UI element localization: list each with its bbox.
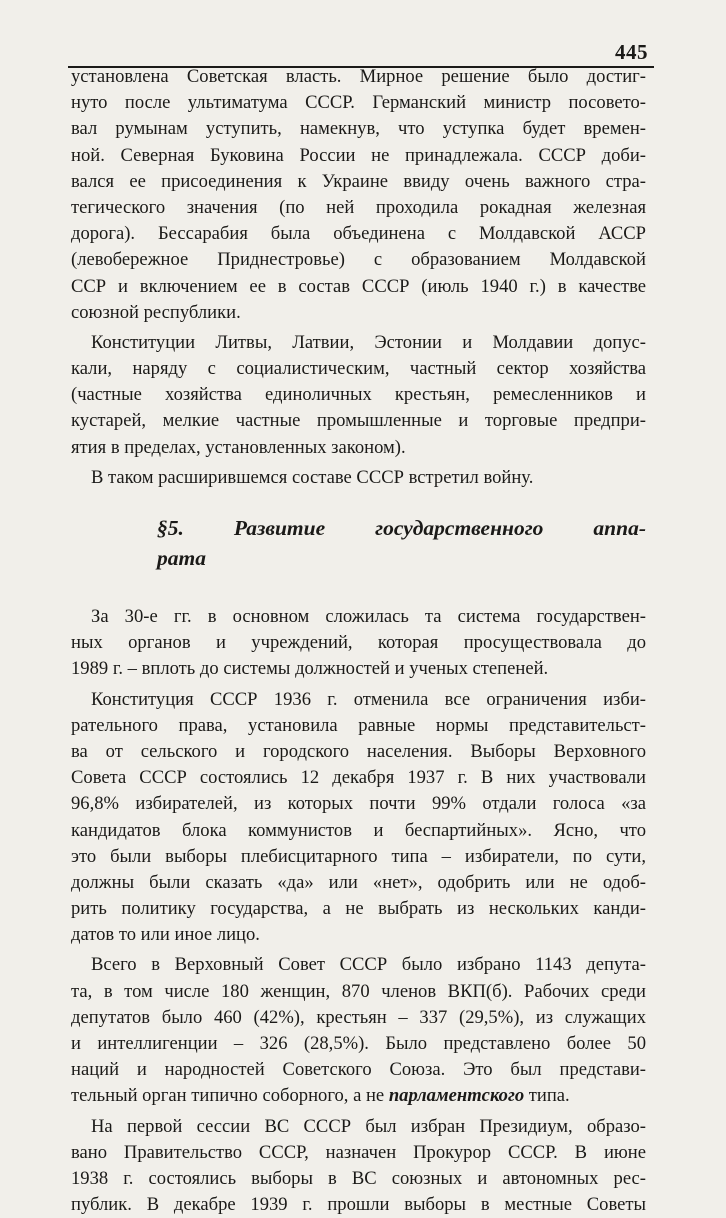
section-heading (71, 513, 646, 573)
text-line: вал румынам уступить, намекнув, что уступка будет времен- (71, 118, 646, 140)
page-number: 445 (615, 40, 648, 64)
text-segment: тельный орган типично соборного, а не (71, 1085, 389, 1107)
text-line: депутатов было 460 (42%), крестьян – 337 (29,5%), из служащих (71, 1006, 646, 1028)
text-line: рательного права, установила равные нормы представительст- (71, 714, 646, 736)
text-line: (левобережное Приднестровье) с образованием Молдавской (71, 249, 646, 271)
paragraph (71, 64, 646, 326)
text-line: наций и народностей Советского Союза. Это был представи- (71, 1059, 646, 1081)
text-line: установлена Советская власть. Мирное решение было достиг- (71, 66, 646, 87)
paragraph (71, 1114, 646, 1218)
text-line: кали, наряду с социалистическим, частный сектор хозяйства (71, 358, 646, 380)
text-line: вано Правительство СССР, назначен Прокурор СССР. В июне (71, 1141, 646, 1163)
text-line: На первой сессии ВС СССР был избран Президиум, образо- (91, 1115, 646, 1137)
text-line: дорога). Бессарабия была объединена с Молдавской АССР (71, 223, 646, 245)
paragraph (71, 330, 646, 461)
text-line: ятия в пределах, установленных законом). (71, 436, 406, 458)
text-line: нуто после ультиматума СССР. Германский министр посовето- (71, 92, 646, 114)
text-line: В таком расширившемся составе СССР встретил войну. (91, 466, 534, 488)
text-line: вался ее присоединения к Украине ввиду очень важного стра- (71, 170, 646, 192)
text-line: ССР и включением ее в состав СССР (июль 1940 г.) в качестве (71, 275, 646, 297)
text-line: рить политику государства, а не выбрать из нескольких канди- (71, 898, 646, 920)
text-line: Совета СССР состоялись 12 декабря 1937 г. В них участвовали (71, 767, 646, 789)
text-segment: типа. (524, 1085, 570, 1107)
text-line: 96,8% избирателей, из которых почти 99% отдали голоса «за (71, 793, 646, 815)
text-line: 1938 г. состоялись выборы в ВС союзных и автономных рес- (71, 1167, 646, 1189)
text-line: тегического значения (по ней проходила рокадная железная (71, 196, 646, 218)
text-line (71, 1083, 646, 1109)
text-line: должны были сказать «да» или «нет», одобрить или не одоб- (71, 871, 646, 893)
text-line: ных органов и учреждений, которая просуществовала до (71, 632, 646, 654)
text-line: (частные хозяйства единоличных крестьян, ремесленников и (71, 384, 646, 406)
text-line: За 30-е гг. в основном сложилась та система государствен- (91, 606, 646, 627)
text-line: ва от сельского и городского населения. Выборы Верховного (71, 740, 646, 762)
paragraph (71, 687, 646, 949)
page-body (71, 64, 646, 1218)
section-heading-line: §5. Развитие государственного аппа- (157, 516, 646, 540)
section-heading-line: рата (157, 546, 206, 570)
text-line: союзной республики. (71, 301, 241, 323)
text-line: и интеллигенции – 326 (28,5%). Было представлено более 50 (71, 1033, 646, 1054)
text-line: датов то или иное лицо. (71, 924, 260, 946)
text-line: ной. Северная Буковина России не принадлежала. СССР доби- (71, 144, 646, 166)
text-line: публик. В декабре 1939 г. прошли выборы в местные Советы (71, 1194, 646, 1216)
text-line: Конституции Литвы, Латвии, Эстонии и Молдавии допус- (91, 331, 646, 353)
text-line: кустарей, мелкие частные промышленные и торговые предпри- (71, 410, 646, 432)
text-line: Конституция СССР 1936 г. отменила все ограничения изби- (91, 688, 646, 710)
paragraph (71, 604, 646, 683)
text-line: это были выборы плебисцитарного типа – избиратели, по сути, (71, 845, 646, 867)
text-line: Всего в Верховный Совет СССР было избрано 1143 депута- (91, 954, 646, 976)
paragraph (71, 952, 646, 1109)
text-line: 1989 г. – вплоть до системы должностей и ученых степеней. (71, 658, 549, 680)
paragraph (71, 465, 646, 491)
text-line: та, в том числе 180 женщин, 870 членов ВКП(б). Рабочих среди (71, 980, 646, 1002)
emphasis-term: парламентского (388, 1085, 525, 1107)
text-line: кандидатов блока коммунистов и беспартийных». Ясно, что (71, 819, 646, 841)
